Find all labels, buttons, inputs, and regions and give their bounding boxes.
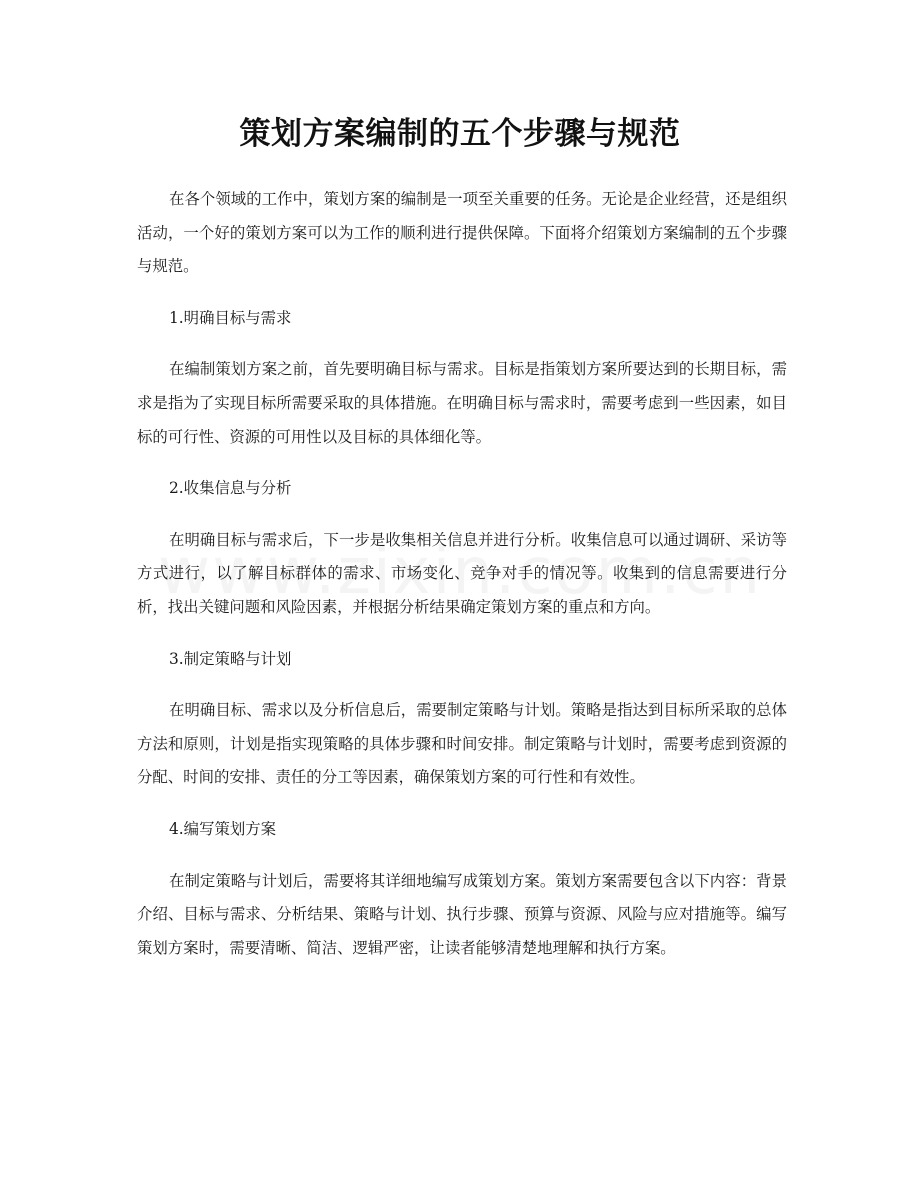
section-heading-2: 2.收集信息与分析 [169,479,292,498]
document-body [137,183,787,965]
section-body-2: 在明确目标与需求后，下一步是收集相关信息并进行分析。收集信息可以通过调研、采访等方式进行，以了解目标群体的需求、市场变化、竞争对手的情况等。收集到的信息需要进行分析，找出关键问题和风险因素，并根据分析结果确定策划方案的重点和方向。 [137,530,787,616]
section-heading-3: 3.制定策略与计划 [169,649,292,668]
section-body-4: 在制定策略与计划后，需要将其详细地编写成策划方案。策划方案需要包含以下内容：背景介绍、目标与需求、分析结果、策略与计划、执行步骤、预算与资源、风险与应对措施等。编写策划方案时，需要清晰、简洁、逻辑严密，让读者能够清楚地理解和执行方案。 [137,871,787,957]
section-body-3: 在明确目标、需求以及分析信息后，需要制定策略与计划。策略是指达到目标所采取的总体方法和原则，计划是指实现策略的具体步骤和时间安排。制定策略与计划时，需要考虑到资源的分配、时间的安排、责任的分工等因素，确保策划方案的可行性和有效性。 [137,701,787,787]
section-heading-1: 1.明确目标与需求 [169,308,292,327]
intro-paragraph: 在各个领域的工作中，策划方案的编制是一项至关重要的任务。无论是企业经营，还是组织活动，一个好的策划方案可以为工作的顺利进行提供保障。下面将介绍策划方案编制的五个步骤与规范。 [137,190,787,276]
section-body-1: 在编制策划方案之前，首先要明确目标与需求。目标是指策划方案所要达到的长期目标，需求是指为了实现目标所需要采取的具体措施。在明确目标与需求时，需要考虑到一些因素，如目标的可行性、资源的可用性以及目标的具体细化等。 [137,360,787,446]
section-heading-4: 4.编写策划方案 [169,819,277,838]
page-title: 策划方案编制的五个步骤与规范 [239,116,681,152]
